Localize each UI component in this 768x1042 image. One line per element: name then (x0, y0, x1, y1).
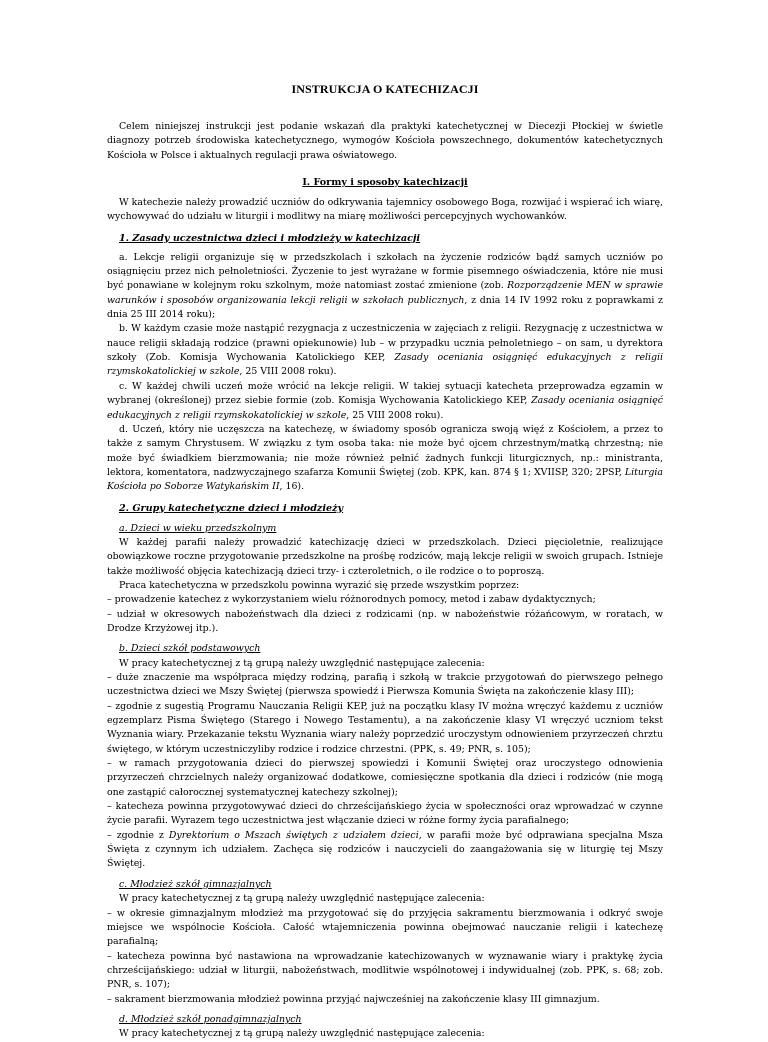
section-paragraph: W katechezie należy prowadzić uczniów do odkrywania tajemnicy osobowego Boga, rozwijać i wspierać ich wiarę, wychowywać do udziału w liturgii i modlitwy na miarę możliwości percepcyjnych wychowanków. (107, 197, 663, 223)
list-item: – prowadzenie katechez z wykorzystaniem wielu różnorodnych pomocy, metod i zabaw dydaktycznych; (107, 594, 596, 606)
document-title: INSTRUKCJA O KATECHIZACJI (291, 82, 479, 96)
subsection-heading: 1. Zasady uczestnictwa dzieci i młodzieży w katechizacji (119, 232, 421, 244)
paragraph-a: a. Lekcje religii organizuje się w przedszkolach i szkołach na życzenie rodziców bądź samych uczniów po osiągnięciu przez nich pełnoletniości. Życzenie to jest wyrażane w formie pisemnego oświadczenia, które nie musi być ponawiane w kolejnym roku szkolnym, może natomiast zostać zmienione (zob. Rozporządzenie MEN w sprawie warunków i sposobów organizowania lekcji religii w szkołach publicznych, z dnia 14 IV 1992 roku z poprawkami z dnia 25 III 2014 roku); (107, 251, 663, 321)
list-item: – katecheza powinna przygotowywać dzieci do chrześcijańskiego życia w społeczności oraz wprowadzać w czynne życie parafii. Wyrazem tego uczestnictwa jest włączanie dzieci w różne formy życia parafialnego; (107, 801, 663, 827)
list-item: – zgodnie z sugestią Programu Nauczania Religii KEP, już na początku klasy IV można wręczyć każdemu z uczniów egzemplarz Pisma Świętego (Starego i Nowego Testamentu), a na zakończenie klasy VI wręczyć uczniom tekst Wyznania wiary. Przekazanie tekstu Wyznania wiary należy poprzedzić uroczystym odnowieniem przyrzeczeń chrztu świętego, w którym uczestniczyliby rodzice i rodzice chrzestni. (PPK, s. 49; PNR, s. 105); (107, 700, 663, 755)
document-page (107, 82, 663, 1042)
paragraph: W pracy katechetycznej z tą grupą należy uwzględnić następujące zalecenia: (119, 1028, 485, 1040)
subsection-heading: 2. Grupy katechetyczne dzieci i młodzieży (119, 502, 344, 514)
paragraph-d: d. Uczeń, który nie uczęszcza na katechezę, w świadomy sposób ogranicza swoją więź z Kościołem, a przez to także z samym Chrystusem. W związku z tym osoba taka: nie może być ojcem chrzestnym/matką chrzestną; nie może być świadkiem bierzmowania; nie może również pełnić żadnych funkcji liturgicznych, np.: ministranta, lektora, komentatora, nadzwyczajnego szafarza Komunii Świętej (zob. KPK, kan. 874 § 1; XVIISP, 320; 2PSP, Liturgia Kościoła po Soborze Watykańskim II, 16). (107, 423, 663, 493)
paragraph: Praca katechetyczna w przedszkolu powinna wyrazić się przede wszystkim poprzez: (119, 579, 520, 591)
group-heading: c. Młodzież szkół gimnazjalnych (119, 878, 272, 890)
list-item: – zgodnie z Dyrektorium o Mszach świętych z udziałem dzieci, w parafii może być odprawiana specjalna Msza Święta z czynnym ich udziałem. Zachęca się rodziców i nauczycieli do zaangażowania się w liturgię tej Mszy Świętej. (107, 829, 663, 870)
paragraph-b: b. W każdym czasie może nastąpić rezygnacja z uczestniczenia w zajęciach z religii. Rezygnację z uczestnictwa w nauce religii składają rodzice (prawni opiekunowie) lub – w przypadku ucznia pełnoletniego – on sam, u dyrektora szkoły (Zob. Komisja Wychowania Katolickiego KEP, Zasady oceniania osiągnięć edukacyjnych z religii rzymskokatolickiej w szkole, 25 VIII 2008 roku). (107, 323, 663, 378)
list-item: – w ramach przygotowania dzieci do pierwszej spowiedzi i Komunii Świętej oraz uroczystego odnowienia przyrzeczeń chrzcielnych należy organizować dodatkowe, comiesięczne spotkania dla dzieci i rodziców (nie mogą one zastąpić całorocznej systematycznej katechezy szkolnej); (107, 758, 663, 798)
group-heading: b. Dzieci szkół podstawowych (119, 643, 261, 655)
intro-paragraph: Celem niniejszej instrukcji jest podanie wskazań dla praktyki katechetycznej w Diecezji Płockiej w świetle diagnozy potrzeb środowiska katechetycznego, wymogów Kościoła powszechnego, dokumentów katechetycznych Kościoła w Polsce i aktualnych regulacji prawa oświatowego. (107, 121, 663, 161)
list-item: – w okresie gimnazjalnym młodzież ma przygotować się do przyjęcia sakramentu bierzmowania i odkryć swoje miejsce we wspólnocie Kościoła. Całość wtajemniczenia powinna obejmować nauczanie religii i katechezę parafialną; (107, 907, 663, 948)
list-item: – katecheza powinna być nastawiona na wprowadzanie katechizowanych w wyznawanie wiary i praktykę życia chrześcijańskiego: udział w liturgii, nabożeństwach, modlitwie wspólnotowej i indywidualnej (zob. PPK, s. 68; zob. PNR, s. 107); (107, 950, 663, 991)
section-heading: I. Formy i sposoby katechizacji (302, 177, 468, 189)
paragraph: W każdej parafii należy prowadzić katechizację dzieci w przedszkolach. Dzieci pięcioletnie, realizujące obowiązkowe roczne przygotowanie przedszkolne na prośbę rodziców, mają lekcje religii w swoich grupach. Istnieje także możliwość objęcia katechizacją dzieci trzy- i czteroletnich, o ile rodzice o to poproszą. (107, 536, 663, 577)
group-heading: a. Dzieci w wieku przedszkolnym (119, 522, 277, 534)
list-item: – sakrament bierzmowania młodzież powinna przyjąć najwcześniej na zakończenie klasy III gimnazjum. (107, 993, 600, 1005)
paragraph-c: c. W każdej chwili uczeń może wrócić na lekcje religii. W takiej sytuacji katecheta przeprowadza egzamin w wybranej (określonej) przez siebie formie (zob. Komisja Wychowania Katolickiego KEP, Zasady oceniania osiągnięć edukacyjnych z religii rzymskokatolickiej w szkole, 25 VIII 2008 roku). (107, 380, 664, 421)
list-item: – udział w okresowych nabożeństwach dla dzieci z rodzicami (np. w nabożeństwie różańcowym, w roratach, w Drodze Krzyżowej itp.). (107, 608, 663, 634)
paragraph: W pracy katechetycznej z tą grupą należy uwzględnić następujące zalecenia: (119, 657, 485, 669)
group-heading: d. Młodzież szkół ponadgimnazjalnych (119, 1013, 302, 1025)
paragraph: W pracy katechetycznej z tą grupą należy uwzględnić następujące zalecenia: (119, 893, 485, 905)
list-item: – duże znaczenie ma współpraca między rodziną, parafią i szkołą w trakcie przygotowań do pierwszego pełnego uczestnictwa dzieci we Mszy Świętej (pierwsza spowiedź i Pierwsza Komunia Święta na zakończenie klasy III); (107, 672, 663, 698)
